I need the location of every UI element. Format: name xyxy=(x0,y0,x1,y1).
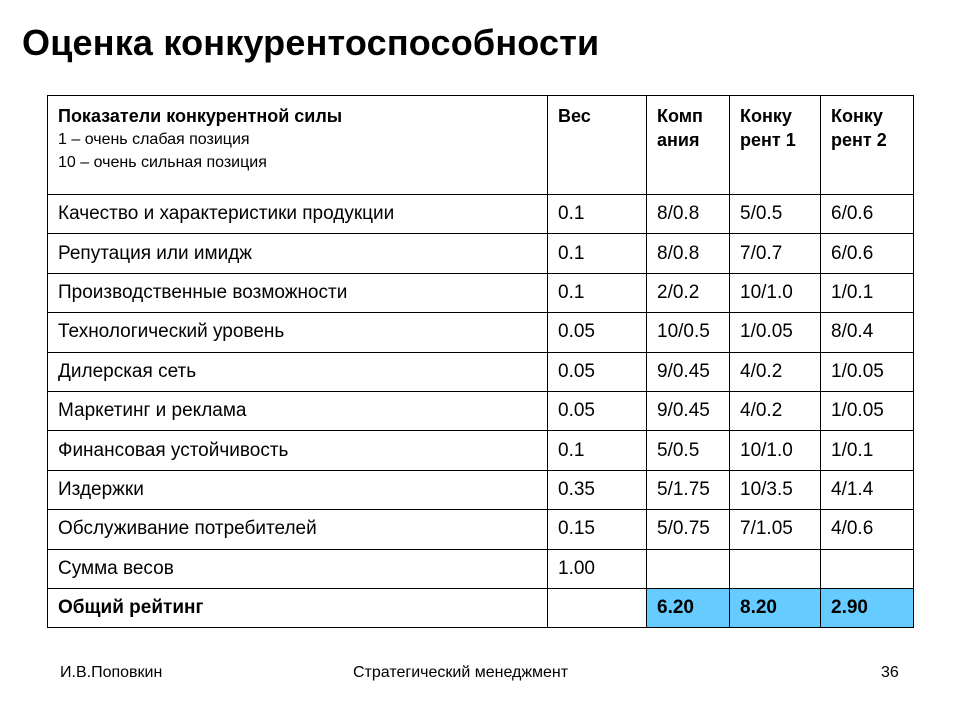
company-cell: 8/0.8 xyxy=(647,234,730,273)
company-cell: 5/0.5 xyxy=(647,431,730,470)
competitor-2-cell: 1/0.1 xyxy=(821,273,914,312)
company-cell xyxy=(647,549,730,588)
weight-cell: 0.1 xyxy=(548,234,647,273)
company-cell: 5/1.75 xyxy=(647,470,730,509)
weight-cell: 0.1 xyxy=(548,195,647,234)
company-cell: 8/0.8 xyxy=(647,195,730,234)
competitor-1-cell: 7/0.7 xyxy=(730,234,821,273)
competitor-1-cell: 4/0.2 xyxy=(730,352,821,391)
total-competitor-2-score: 2.90 xyxy=(821,588,914,627)
table-row xyxy=(48,195,914,234)
indicator-cell: Репутация или имидж xyxy=(48,234,548,273)
indicator-cell: Финансовая устойчивость xyxy=(48,431,548,470)
company-cell: 5/0.75 xyxy=(647,510,730,549)
company-cell: 9/0.45 xyxy=(647,391,730,430)
header-indicators-title: Показатели конкурентной силы xyxy=(58,106,343,126)
total-company-score: 6.20 xyxy=(647,588,730,627)
competitor-2-cell: 8/0.4 xyxy=(821,313,914,352)
competitor-1-cell: 1/0.05 xyxy=(730,313,821,352)
weight-cell: 0.1 xyxy=(548,273,647,312)
table-row xyxy=(48,234,914,273)
table-row xyxy=(48,510,914,549)
competitor-1-cell: 10/3.5 xyxy=(730,470,821,509)
competitor-2-cell: 1/0.05 xyxy=(821,391,914,430)
indicator-cell: Сумма весов xyxy=(48,549,548,588)
header-company: Комп ания xyxy=(647,96,730,195)
table-row xyxy=(48,431,914,470)
competitor-2-cell: 6/0.6 xyxy=(821,234,914,273)
weight-cell: 0.05 xyxy=(548,313,647,352)
company-cell: 10/0.5 xyxy=(647,313,730,352)
competitor-1-cell: 10/1.0 xyxy=(730,273,821,312)
indicator-cell: Производственные возможности xyxy=(48,273,548,312)
indicator-cell: Технологический уровень xyxy=(48,313,548,352)
header-competitor-1: Конку рент 1 xyxy=(730,96,821,195)
competitor-2-cell: 4/0.6 xyxy=(821,510,914,549)
header-weight: Вес xyxy=(548,96,647,195)
competitor-2-cell xyxy=(821,549,914,588)
table-row xyxy=(48,313,914,352)
table-row xyxy=(48,352,914,391)
indicator-cell: Издержки xyxy=(48,470,548,509)
table-row xyxy=(48,549,914,588)
competitor-1-cell xyxy=(730,549,821,588)
weight-cell: 0.1 xyxy=(548,431,647,470)
competitor-1-cell: 4/0.2 xyxy=(730,391,821,430)
table-header-row xyxy=(48,96,914,195)
weight-cell: 1.00 xyxy=(548,549,647,588)
weight-cell: 0.05 xyxy=(548,352,647,391)
competitor-2-cell: 1/0.05 xyxy=(821,352,914,391)
total-competitor-1-score: 8.20 xyxy=(730,588,821,627)
company-cell: 2/0.2 xyxy=(647,273,730,312)
total-weight-cell xyxy=(548,588,647,627)
competitor-1-cell: 10/1.0 xyxy=(730,431,821,470)
header-competitor-2: Конку рент 2 xyxy=(821,96,914,195)
competitor-2-cell: 4/1.4 xyxy=(821,470,914,509)
header-indicators-note-strong: 10 – очень сильная позиция xyxy=(58,154,267,171)
table-row xyxy=(48,470,914,509)
indicator-cell: Дилерская сеть xyxy=(48,352,548,391)
footer-author: И.В.Поповкин xyxy=(60,664,163,681)
footer-page-number: 36 xyxy=(881,664,899,681)
weight-cell: 0.05 xyxy=(548,391,647,430)
table-row xyxy=(48,391,914,430)
indicator-cell: Маркетинг и реклама xyxy=(48,391,548,430)
competitiveness-table xyxy=(47,95,914,628)
indicator-cell: Качество и характеристики продукции xyxy=(48,195,548,234)
total-rating-label: Общий рейтинг xyxy=(48,588,548,627)
header-indicators xyxy=(48,96,548,195)
competitor-2-cell: 6/0.6 xyxy=(821,195,914,234)
competitor-2-cell: 1/0.1 xyxy=(821,431,914,470)
competitor-1-cell: 5/0.5 xyxy=(730,195,821,234)
header-indicators-note-weak: 1 – очень слабая позиция xyxy=(58,131,250,148)
company-cell: 9/0.45 xyxy=(647,352,730,391)
competitor-1-cell: 7/1.05 xyxy=(730,510,821,549)
footer-course: Стратегический менеджмент xyxy=(353,664,569,681)
table-row xyxy=(48,273,914,312)
weight-cell: 0.15 xyxy=(548,510,647,549)
indicator-cell: Обслуживание потребителей xyxy=(48,510,548,549)
weight-cell: 0.35 xyxy=(548,470,647,509)
total-rating-row xyxy=(48,588,914,627)
slide-title: Оценка конкурентоспособности xyxy=(22,22,600,63)
